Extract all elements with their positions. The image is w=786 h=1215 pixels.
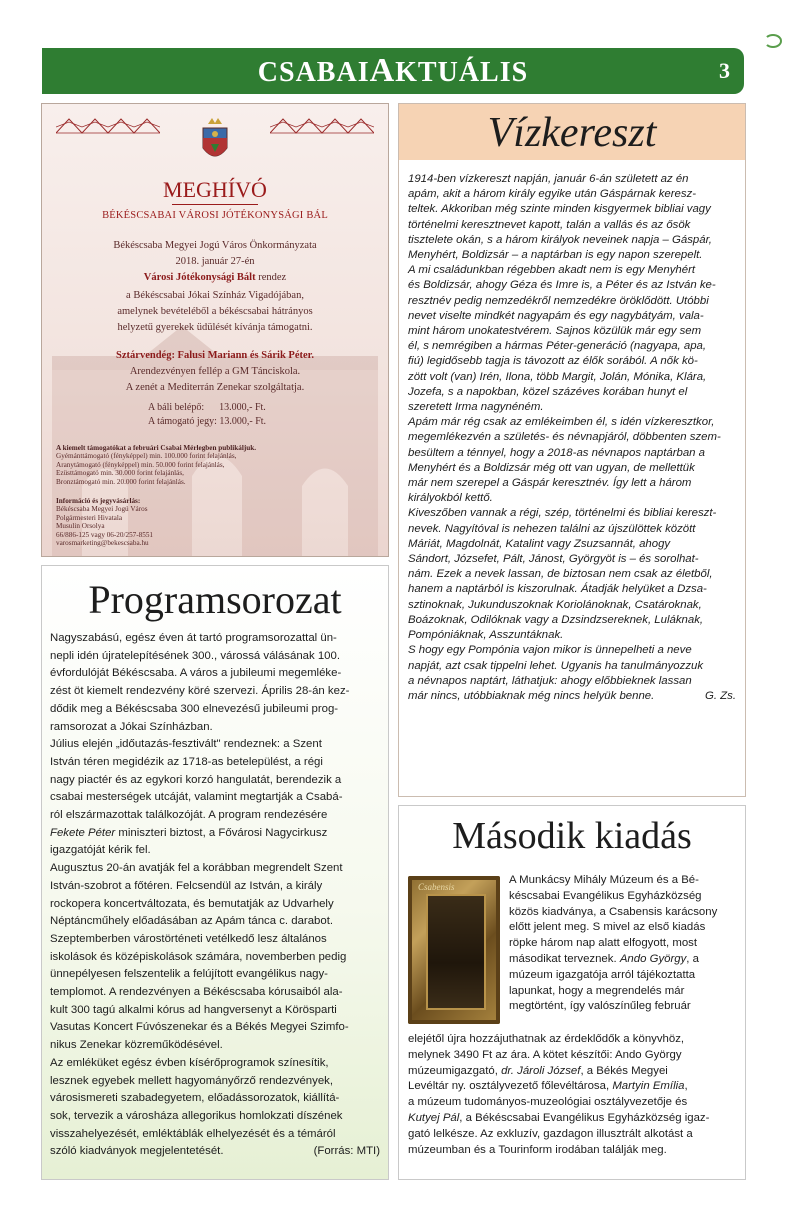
- text-line: Kiveszőben vannak a régi, szép, történelmi és bibliai kereszt-: [408, 507, 717, 520]
- person-name: dr. Jároli József: [501, 1064, 581, 1077]
- invitation-title: MEGHÍVÓ: [163, 177, 267, 202]
- text-line: Levéltár ny. osztályvezető főlevéltárosa, Martyin Emília,: [408, 1080, 688, 1093]
- event-name: Városi Jótékonysági Bált: [143, 272, 256, 283]
- text-line: szeretett Irma nagynéném.: [408, 401, 544, 414]
- text-line: röpke három nap alatt elfogyott, most: [509, 937, 698, 950]
- info-block: [56, 497, 153, 547]
- price-label: A támogató jegy:: [148, 416, 217, 427]
- info-line: Musulin Orsolya: [56, 522, 105, 531]
- text-line: a múzeum tudományos-muzeológiai osztályvezetője és: [408, 1096, 688, 1109]
- sponsors-block: [56, 444, 256, 486]
- venue-line: amelynek bevételéből a békéscsabai hátrányos: [117, 306, 313, 317]
- text-line: A mi családunkban régebben akadt nem is egy Menyhért: [408, 264, 696, 277]
- text-fragment: múzeumigazgató,: [408, 1064, 498, 1077]
- author-signature: G. Zs.: [704, 689, 736, 702]
- event-suffix: rendez: [255, 272, 287, 283]
- text-line: besültem a ténnyel, hogy a 2018-as névnapos naptárban a: [408, 446, 706, 459]
- text-fragment: , a Békéscsabai Evangélikus Egyházközség igaz-: [459, 1111, 710, 1124]
- text-line: hanem a naptárból is kiszorulnak. Átadják helyüket a Dzsa-: [408, 583, 707, 596]
- text-line: él, s nemrégiben a hármas Péter-generáció (nagyapa, apa,: [408, 340, 707, 353]
- masthead-title-initial: A: [369, 52, 396, 89]
- last-line-text: már nincs, utóbbiaknak még nincs helyük benne.: [408, 689, 655, 702]
- guests-text: Sztárvendég: Falusi Mariann és Sárik Péter.: [116, 350, 314, 361]
- info-line: Békéscsaba Megyei Jogú Város: [56, 505, 148, 514]
- book-cover-image: [408, 876, 500, 1024]
- text-line: kult 300 tagú alkalmi kórus ad hangversenyt a Körösparti: [50, 1003, 337, 1016]
- info-line: 66/886-125 vagy 06-20/257-8551: [56, 530, 154, 539]
- text-line: napját, azt csak tippelni lehet. Ugyanis ha tanulmányozzuk: [408, 659, 704, 672]
- masodik-kiadas-article: [398, 805, 746, 1180]
- text-line: [50, 825, 386, 843]
- sponsors-heading: A kiemelt támogatókat a februári Csabai Mérlegben publikáljuk.: [56, 444, 257, 452]
- text-line: Szeptemberben várostörténeti vetélkedő lesz általános: [50, 932, 327, 945]
- sponsor-line: Ezüsttámogató min. 30.000 forint felajánlás,: [56, 469, 184, 478]
- full-width-text: [408, 1032, 709, 1158]
- side-text: [509, 873, 717, 1015]
- source-credit: (Forrás: MTI): [313, 1145, 380, 1158]
- page-number: 3: [719, 58, 730, 83]
- text-line: Július elején „időutazás-fesztivált" rendeznek: a Szent: [50, 738, 322, 751]
- text-line: ról elszármazottak találkozóját. A program rendezésére: [50, 809, 328, 822]
- text-line: A Munkácsy Mihály Múzeum és a Bé-: [509, 874, 699, 886]
- text-line: István-szobrot a főtéren. Felcsendül az István, a király: [50, 879, 323, 892]
- text-line: 1914-ben vízkereszt napján, január 6-án született az én: [408, 173, 689, 185]
- text-line: múzeumban és a Tourinform irodában találják meg.: [408, 1143, 667, 1156]
- text-line: királyokból kettő.: [408, 492, 493, 505]
- text-line: gató lelkésze. Az exkluzív, gazdagon illusztrált alkotást a: [408, 1127, 693, 1140]
- text-line: Néptáncműhely előadásában az Apám tánca c. darabot.: [50, 915, 334, 928]
- text-line: [408, 1111, 709, 1127]
- article-title: Programsorozat: [88, 577, 342, 622]
- title-divider: [172, 204, 258, 205]
- organizer: Békéscsaba Megyei Jogú Város Önkormányzata: [113, 240, 317, 251]
- text-line: visszahelyezését, emléktáblák elhelyezését és a témáról: [50, 1127, 336, 1140]
- text-line: István téren megidézik az 1718-as betelepülést, a régi: [50, 755, 323, 768]
- invitation-card: [41, 103, 389, 557]
- text-line: nevek. Nagyítóval is nehezen találni az újszülöttek között: [408, 522, 696, 535]
- text-line: igazgatóját kérik fel.: [50, 844, 151, 857]
- text-line: S hogy egy Pompónia vajon mikor is ünnepelheti a neve: [408, 644, 692, 657]
- text-line: [408, 1064, 709, 1080]
- price-label: A báli belépő:: [148, 402, 205, 413]
- text-line: ünnepélyesen felszentelik a felújított evangélikus nagy-: [50, 968, 328, 981]
- text-line: sok, tervezik a városháza allegorikus homlokzati díszének: [50, 1109, 343, 1122]
- article-title-band: [399, 104, 745, 160]
- text-line: nagy piactér és az egykori korzó hangulatát, berendezik a: [50, 773, 342, 786]
- masthead-title: [42, 52, 744, 90]
- text-line: Menyhért, Boldizsár – a naptárban is egy napon szerepelt.: [408, 249, 703, 262]
- text-line: előtt jelent meg. S mivel az első kiadás: [509, 921, 706, 934]
- text-line: templomot. A rendezvényen a Békéscsaba kórusaiból ala-: [50, 986, 343, 999]
- text-line: Augusztus 20-án avatják fel a korábban megrendelt Szent: [50, 862, 343, 875]
- text-line: Sándort, Józsefet, Pált, Jánost, Györgyöt is – és sorolhat-: [408, 553, 699, 566]
- lace-ornament-left-icon: [56, 116, 160, 134]
- text-line: fiú) legidősebb tagja is távozott az élők sorából. A nők kö-: [408, 355, 698, 368]
- sponsor-line: Gyémánttámogató (fényképpel) min. 100.000 forint felajánlás,: [56, 452, 237, 461]
- book-cover-label: Csabensis: [418, 882, 455, 892]
- venue-line: a Békéscsabai Jókai Színház Vigadójában,: [126, 290, 304, 301]
- event-date: 2018. január 27-én: [175, 256, 255, 267]
- text-fragment: Levéltár ny. osztályvezető főlevéltárosa,: [408, 1080, 610, 1093]
- text-line: Pompóniáknak, Asszuntáknak.: [408, 629, 564, 642]
- person-name: Martyin Emília: [612, 1080, 685, 1093]
- lace-ornament-right-icon: [270, 116, 374, 134]
- swirl-ornament-icon: [764, 34, 782, 48]
- article-body: [50, 630, 386, 1161]
- text-line: Máriát, Magdolnát, Katalint vagy Zsuzsannát, ahogy: [408, 537, 671, 550]
- article-title: Második kiadás: [452, 815, 692, 857]
- text-line: elejétől újra hozzájuthatnak az érdeklődők a könyvhöz,: [408, 1033, 685, 1045]
- text-line-last: [50, 1143, 380, 1161]
- text-line: Boázoknak, Odilóknak vagy a Dzsindzsereknek, Luláknak,: [408, 613, 704, 626]
- text-line: nikus Zenekar közreműködésével.: [50, 1039, 223, 1052]
- text-line: közös kiadványa, a Csabensis karácsony: [509, 905, 718, 918]
- sponsor-line: Bronztámogató min. 20.000 forint felajánlás.: [56, 477, 186, 486]
- text-line: Apám már rég csak az emlékeimben él, s idén vízkeresztkor,: [408, 416, 715, 429]
- price-row: [148, 416, 266, 427]
- text-fragment: másodikat terveznek.: [509, 952, 617, 965]
- person-name: Kutyej Pál: [408, 1111, 460, 1124]
- text-line: dődik meg a Békéscsaba 300 elnevezésű jubileumi prog-: [50, 702, 339, 715]
- text-line: megemlékezvén a születés- és névnapjáról, döbbenten szem-: [408, 431, 721, 444]
- text-line: Jozefa, s a napokban, közel százéves korában hunyt el: [408, 385, 688, 398]
- text-line: melynek 3490 Ft az ára. A kötet készítői: Ando György: [408, 1048, 682, 1061]
- text-line: történelmi keresztnevet kapott, talán a vallás és az ősök: [408, 218, 691, 231]
- invitation-subtitle: BÉKÉSCSABAI VÁROSI JÓTÉKONYSÁGI BÁL: [102, 210, 328, 221]
- text-line: sztinoknak, Jukunduszoknak Koriolánoknak, Csatároknak,: [408, 598, 702, 611]
- text-line: nepli idén újratelepítésének 300., várossá válásának 100.: [50, 649, 341, 662]
- text-line: megtörtént, így valószínűleg február: [509, 1000, 691, 1013]
- text-line: Nagyszabású, egész éven át tartó programsorozattal ün-: [50, 632, 337, 644]
- info-heading: Információ és jegyvásárlás:: [56, 497, 141, 505]
- text-line: csabai mesterségek utcáját, valamint megtartják a Csabá-: [50, 791, 343, 804]
- price-row: [148, 402, 266, 413]
- text-line: már nem szerepel a Gáspár keresztnév. Így lett a három: [408, 477, 692, 490]
- text-line: mint három unokatestvérem. Sajnos közülük már egy sem: [408, 325, 702, 338]
- text-line: ramsorozat a Jókai Színházban.: [50, 720, 213, 733]
- text-fragment: miniszteri biztost, a Fővárosi Nagycirkusz: [115, 826, 328, 839]
- masthead-title-rest: KTUÁLIS: [395, 57, 529, 88]
- text-line: tisztelete okán, s a három királyok neveinek napja – Gáspár,: [408, 233, 712, 246]
- text-line: nám. Ezek a nevek lassan, de biztosan nem csak az életből,: [408, 568, 713, 581]
- event-line: [42, 270, 388, 286]
- book-cover-panel: [426, 894, 486, 1010]
- text-line: lapunkat, hogy a megrendelés már: [509, 984, 685, 997]
- text-line: Menyhért és a Boldizsár még ott van ugyan, de mellettük: [408, 461, 695, 474]
- text-line: és Boldizsár, ahogy Géza és Imre is, a Péter és az István ke-: [408, 279, 716, 292]
- header-bar: [42, 48, 744, 94]
- text-line: zött volt (van) Irén, Ilona, több Margit, Jolán, Mónika, Klára,: [408, 370, 707, 383]
- text-line: évfordulóját Békéscsaba. A város a jubileumi megemléke-: [50, 667, 342, 680]
- text-line: másodikat terveznek. Ando György, a: [509, 952, 699, 965]
- text-line: zést öt kiemelt rendezvény köré szervezi. Április 28-án kez-: [50, 685, 350, 698]
- text-line: Vasutas Koncert Fúvószenekar és a Békés Megyei Szimfo-: [50, 1021, 349, 1034]
- programsorozat-article: [41, 565, 389, 1180]
- text-fragment: , a Békés Megyei: [580, 1064, 668, 1077]
- price-value: 13.000,- Ft.: [219, 416, 267, 427]
- person-name: Fekete Péter: [50, 826, 116, 839]
- sponsor-line: Aranytámogató (fényképpel) min. 50.000 forint felajánlás,: [56, 460, 225, 469]
- last-line-text: szóló kiadványok megjelentetését.: [50, 1145, 224, 1158]
- text-line: apám, akit a három király egyike után Gáspárnak keresz-: [408, 188, 697, 201]
- text-line: resztnév pedig nemzedékről nemzedékre öröklődött. Utóbbi: [408, 294, 709, 307]
- text-line: Az emléküket egész évben kísérőprogramok színesítik,: [50, 1056, 329, 1069]
- person-name: Ando György: [619, 952, 687, 965]
- text-line: késcsabai Evangélikus Egyházközség: [509, 889, 702, 902]
- text-line: teltek. Akkoriban még szinte minden kisgyermek bibliai vagy: [408, 203, 711, 216]
- text-line: városismereti szabadegyetem, előadássorozatok, kiállítá-: [50, 1092, 340, 1105]
- info-line: Polgármesteri Hivatala: [56, 513, 123, 522]
- info-email: varosmarketing@bekescsaba.hu: [56, 539, 149, 548]
- guests: [42, 348, 388, 364]
- text-line: rockopera koncertváltozata, és bemutatják az Udvarhely: [50, 897, 334, 910]
- text-line-last: [408, 689, 738, 704]
- program-line: A zenét a Mediterrán Zenekar szolgáltatja.: [125, 382, 305, 393]
- coat-of-arms-icon: [200, 118, 230, 164]
- vizkereszt-article: [398, 103, 746, 797]
- program-line: Arendezvényen fellép a GM Tánciskola.: [129, 366, 301, 377]
- text-line: a névnapos naptárt, láthatjuk: ahogy előbbieknek lassan: [408, 674, 692, 687]
- text-line: múzeum igazgatója arról tájékoztatta: [509, 968, 696, 981]
- text-line: iskolások és középiskolások számára, novemberben pedig: [50, 950, 347, 963]
- price-value: 13.000,- Ft.: [219, 402, 266, 413]
- article-body: [408, 172, 744, 704]
- venue-line: helyzetű gyerekek üdülését kívánja támogatni.: [117, 322, 313, 333]
- article-title: Vízkereszt: [487, 110, 657, 156]
- text-line: nevet viselte mindkét nagyapám és egy nagybátyám, vala-: [408, 309, 704, 322]
- text-line: lesznek egyebek mellett hagyományőrző rendezvények,: [50, 1074, 334, 1087]
- masthead-title-part: CSABAI: [257, 57, 370, 88]
